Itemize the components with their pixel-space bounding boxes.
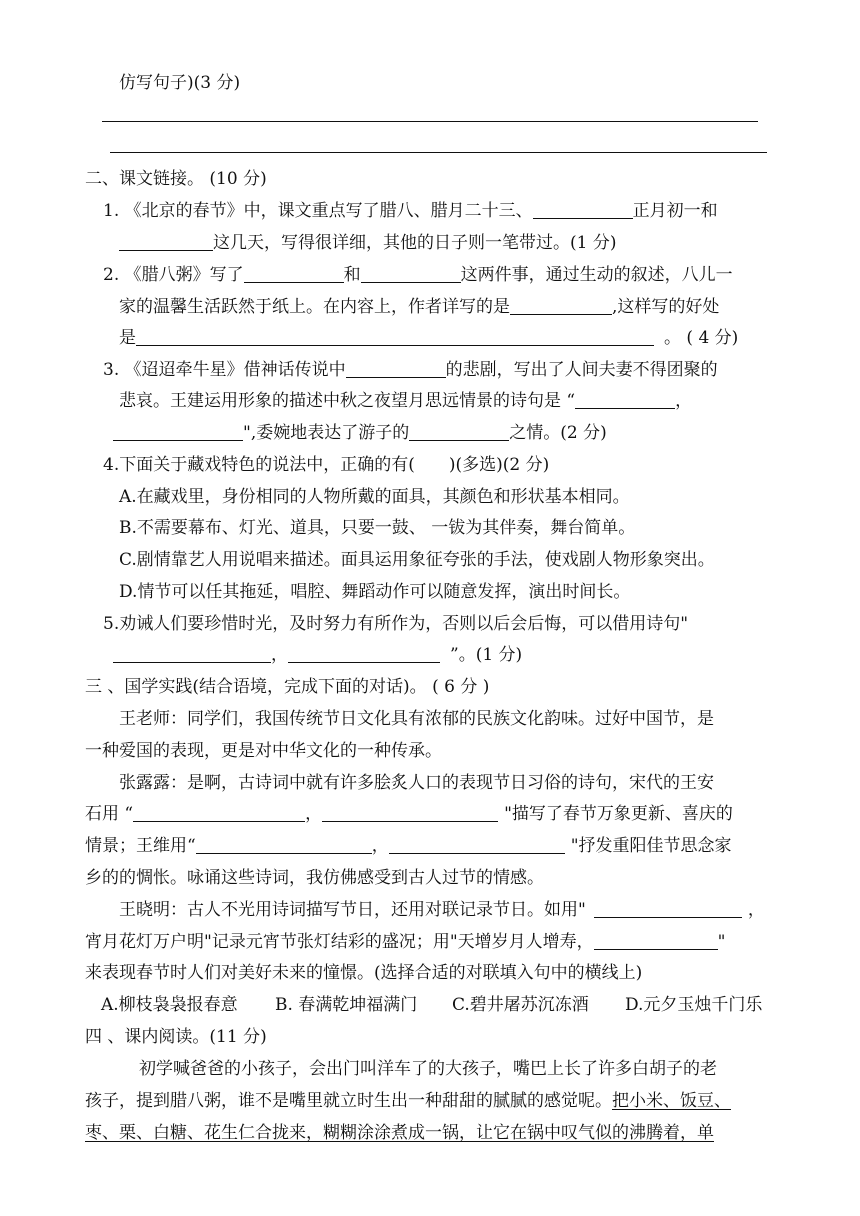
section-2-heading: 二、课文链接。 (10 分) [85,169,267,189]
q2-blank-2[interactable] [361,265,461,283]
s3-para1-line1: 王老师：同学们，我国传统节日文化具有浓郁的民族文化韵味。过好中国节，是 [119,709,714,729]
q2-line2: 家的温馨生活跃然于纸上。在内容上，作者详写的是 ,这样写的好处 [119,297,720,317]
q3-blank-3[interactable] [113,423,243,441]
q5-line1: 5.劝诫人们要珍惜时光，及时努力有所作为，否则以后会后悔，可以借用诗句" [103,614,689,634]
q4-option-c[interactable]: C.剧情靠艺人用说唱来描述。面具运用象征夸张的手法，使戏剧人物形象突出。 [119,550,715,570]
s3-para3-line3: 来表现春节时人们对美好未来的憧憬。(选择合适的对联填入句中的横线上) [85,963,643,983]
s3-para2-line1: 张露露：是啊，古诗词中就有许多脍炙人口的表现节日习俗的诗句，宋代的王安 [119,773,714,793]
s3-option-c[interactable]: C.碧井屠苏沉冻酒 [452,995,589,1015]
q2-blank-1[interactable] [244,265,344,283]
q3-blank-2[interactable] [575,391,675,409]
answer-line-1[interactable] [102,121,758,122]
s3-para2-line3: 情景；王维用“ ， "抒发重阳佳节思念家 [85,836,732,856]
s4-underlined-sentence-part2: 枣、栗、白糖、花生仁合拢来，糊糊涂涂煮成一锅，让它在锅中叹气似的沸腾着，单 [85,1123,714,1143]
s3-option-b[interactable]: B. 春满乾坤福满门 [275,995,418,1015]
s4-para-line1: 初学喊爸爸的小孩子，会出门叫洋车了的大孩子，嘴巴上长了许多白胡子的老 [139,1059,717,1079]
s3-blank-3[interactable] [196,836,372,854]
answer-line-2[interactable] [110,152,767,153]
q3-blank-1[interactable] [346,360,446,378]
s3-para3-line2: 宵月花灯万户明"记录元宵节张灯结彩的盛况；用"天增岁月人增寿， " [85,932,726,952]
q2-line3: 是 。 ( 4 分) [119,328,739,348]
s3-option-a[interactable]: A.柳枝袅袅报春意 [101,995,238,1015]
s3-para2-line4: 乡的的惆怅。咏诵这些诗词，我仿佛感受到古人过节的情感。 [85,868,544,888]
q3-line1: 3. 《迢迢牵牛星》借神话传说中 的悲剧，写出了人间夫妻不得团聚的 [103,360,718,380]
s3-para1-line2: 一种爱国的表现，更是对中华文化的一种传承。 [85,741,442,761]
s3-blank-2[interactable] [322,804,498,822]
q1-line2: 这几天，写得很详细，其他的日子则一笔带过。(1 分) [119,232,616,254]
q2-blank-3[interactable] [510,297,612,315]
q4-option-b[interactable]: B.不需要幕布、灯光、道具，只要一鼓、 一钹为其伴奏，舞台简单。 [119,518,636,538]
s3-blank-4[interactable] [389,836,565,854]
q1-blank-2[interactable] [119,233,213,251]
s3-blank-1[interactable] [133,804,305,822]
q2-line1: 2. 《腊八粥》写了 和 这两件事，通过生动的叙述，八儿一 [103,265,733,285]
s4-underlined-sentence-part1: 把小米、饭豆、 [612,1091,731,1111]
s4-para-line2: 孩子，提到腊八粥，谁不是嘴里就立时生出一种甜甜的腻腻的感觉呢。把小米、饭豆、 [85,1091,731,1111]
q5-blank-2[interactable] [288,645,440,663]
q1-line1: 1. 《北京的春节》中，课文重点写了腊八、腊月二十三、 正月初一和 [103,201,718,221]
q4-option-d[interactable]: D.情节可以任其拖延，唱腔、舞蹈动作可以随意发挥，演出时间长。 [119,582,631,602]
section-4-heading: 四 、课内阅读。(11 分) [85,1027,267,1047]
q3-line2: 悲哀。王建运用形象的描述中秋之夜望月思远情景的诗句是 “ ， [119,391,693,411]
prev-question-tail: 仿写句子)(3 分) [119,73,241,93]
section-3-heading: 三 、国学实践(结合语境，完成下面的对话)。 ( 6 分 ) [85,677,490,697]
s3-option-d[interactable]: D.元夕玉烛千门乐 [625,995,763,1015]
s3-para3-line1: 王晓明：古人不光用诗词描写节日，还用对联记录节日。如用" ， [119,900,765,920]
s3-blank-6[interactable] [594,932,718,950]
q4-option-a[interactable]: A.在藏戏里，身份相同的人物所戴的面具，其颜色和形状基本相同。 [119,487,630,507]
q2-blank-4[interactable] [136,328,654,346]
q5-blank-1[interactable] [113,645,271,663]
s3-blank-5[interactable] [594,900,742,918]
q3-line3: ",委婉地表达了游子的 之情。(2 分) [113,422,607,444]
q1-blank-1[interactable] [533,201,633,219]
s3-para2-line2: 石用 “ ， "描写了春节万象更新、喜庆的 [85,804,733,824]
q4-stem: 4.下面关于藏戏特色的说法中，正确的有( )(多选)(2 分) [103,455,550,475]
q5-line2: ， ”。(1 分) [113,644,522,666]
q3-blank-4[interactable] [409,423,509,441]
